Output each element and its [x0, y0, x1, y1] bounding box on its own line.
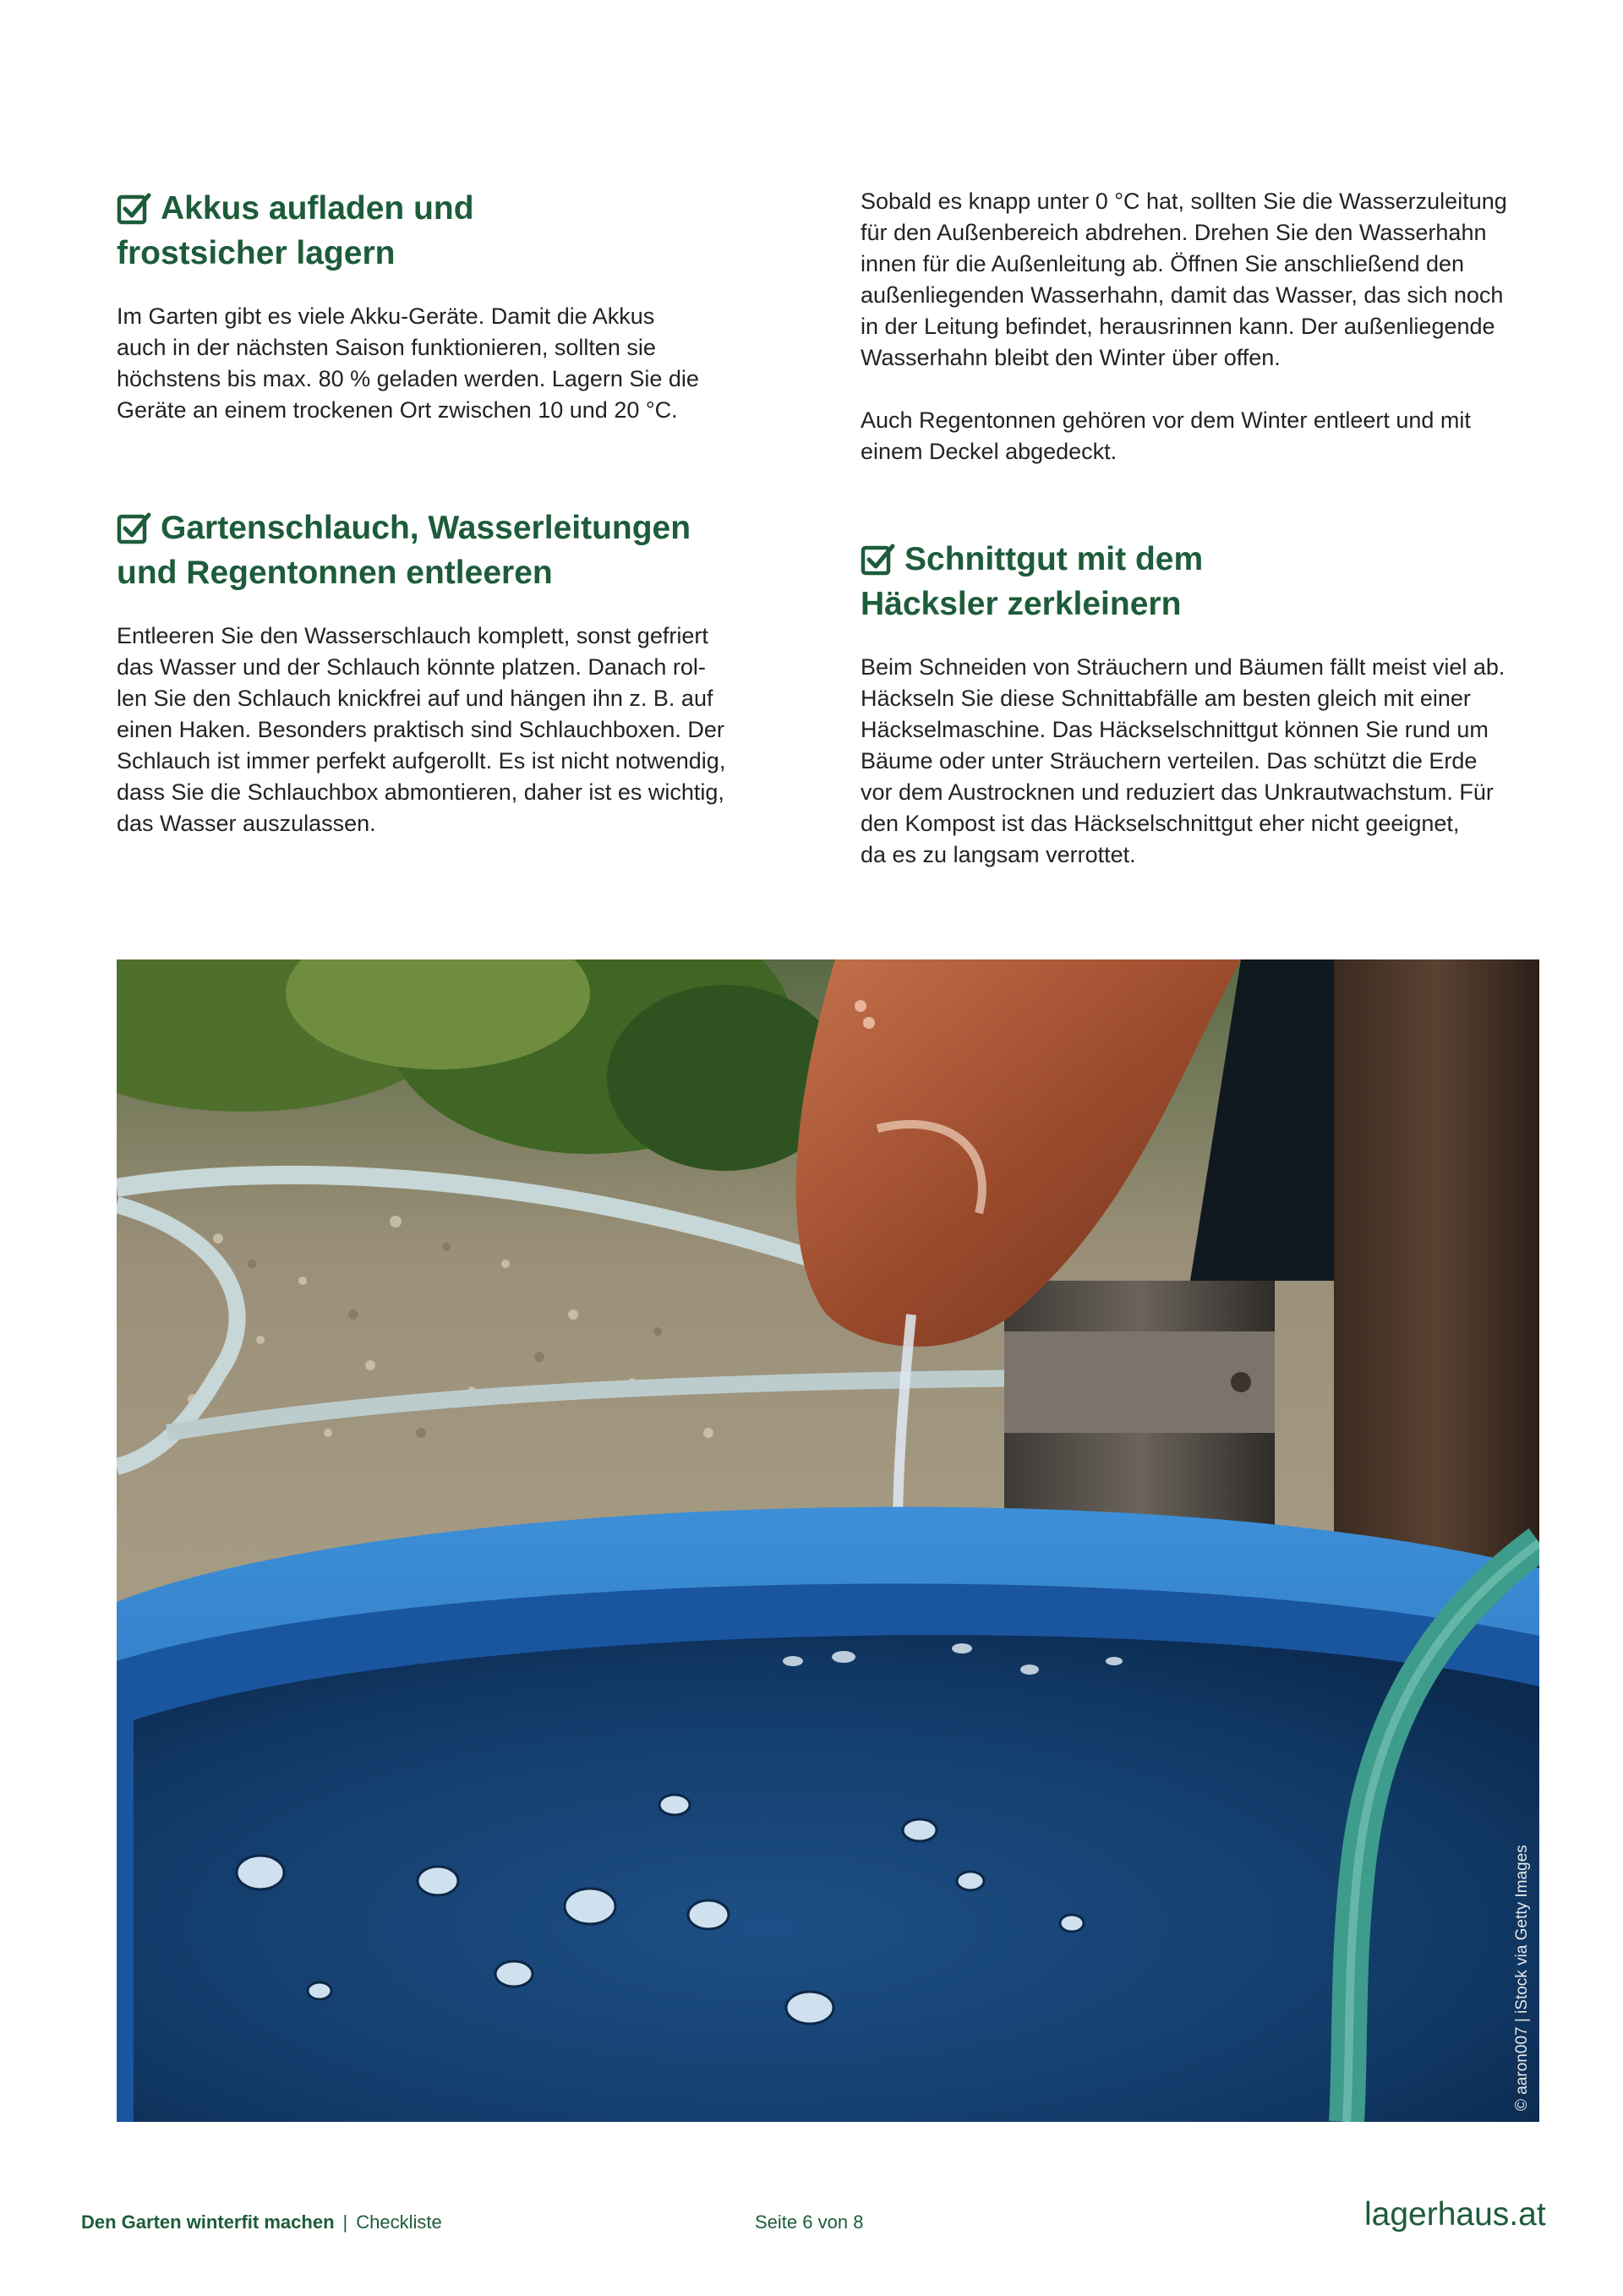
page-number: Seite 6 von 8	[755, 2211, 864, 2233]
section-heading	[117, 186, 759, 276]
body-text-regentonnen	[861, 405, 1554, 467]
section-heading	[861, 537, 1554, 626]
heading-line: Schnittgut mit dem	[904, 541, 1204, 577]
text-line: Sobald es knapp unter 0 °C hat, sollten Sie die Wasserzuleitung	[861, 189, 1507, 214]
text-line: Häckseln Sie diese Schnittabfälle am besten gleich mit einer	[861, 686, 1471, 711]
text-line: einen Haken. Besonders praktisch sind Schlauchboxen. Der	[117, 717, 724, 742]
heading-text	[117, 186, 474, 276]
checkbox-check-icon	[117, 511, 152, 546]
footer-title: Den Garten winterfit machen	[81, 2211, 335, 2233]
text-line: Schlauch ist immer perfekt aufgerollt. Es ist nicht notwendig,	[117, 748, 726, 774]
brand-logo: lagerhaus.at	[1364, 2196, 1546, 2233]
right-column	[861, 186, 1554, 871]
left-column	[117, 186, 759, 839]
text-line: Entleeren Sie den Wasserschlauch komplett, sonst gefriert	[117, 623, 708, 648]
body-text-wasserzuleitung	[861, 186, 1554, 374]
text-line: Auch Regentonnen gehören vor dem Winter entleert und mit	[861, 407, 1471, 433]
checkbox-check-icon	[861, 542, 896, 577]
text-line: innen für die Außenleitung ab. Öffnen Sie anschließend den	[861, 251, 1465, 276]
text-line: vor dem Austrocknen und reduziert das Unkrautwachstum. Für	[861, 779, 1494, 805]
text-line: höchstens bis max. 80 % geladen werden. Lagern Sie die	[117, 366, 699, 391]
text-line: Häckselmaschine. Das Häckselschnittgut können Sie rund um	[861, 717, 1489, 742]
section-heading	[117, 506, 759, 595]
heading-text	[117, 506, 691, 595]
text-line: Wasserhahn bleibt den Winter über offen.	[861, 345, 1281, 370]
section-gartenschlauch	[117, 506, 759, 839]
text-line: einem Deckel abgedeckt.	[861, 439, 1118, 464]
text-line: außenliegenden Wasserhahn, damit das Wasser, das sich noch	[861, 282, 1504, 308]
heading-line: Akkus aufladen und	[161, 190, 474, 227]
heading-line: Häcksler zerkleinern	[861, 586, 1182, 622]
text-line: das Wasser und der Schlauch könnte platzen. Danach rol-	[117, 654, 706, 680]
heading-text	[861, 537, 1204, 626]
heading-line: frostsicher lagern	[117, 235, 396, 271]
text-line: für den Außenbereich abdrehen. Drehen Sie den Wasserhahn	[861, 220, 1487, 245]
section-schnittgut	[861, 537, 1554, 871]
text-line: len Sie den Schlauch knickfrei auf und hängen ihn z. B. auf	[117, 686, 713, 711]
body-text	[117, 301, 759, 426]
footer-document-title	[81, 2211, 442, 2233]
text-line: das Wasser auszulassen.	[117, 811, 376, 836]
text-line: Beim Schneiden von Sträuchern und Bäumen fällt meist viel ab.	[861, 654, 1506, 680]
text-line: den Kompost ist das Häckselschnittgut eher nicht geeignet,	[861, 811, 1460, 836]
text-line: in der Leitung befindet, herausrinnen kann. Der außenliegende	[861, 314, 1495, 339]
section-akkus	[117, 186, 759, 426]
text-line: auch in der nächsten Saison funktionieren, sollten sie	[117, 335, 656, 360]
text-line: dass Sie die Schlauchbox abmontieren, daher ist es wichtig,	[117, 779, 724, 805]
text-line: Im Garten gibt es viele Akku-Geräte. Damit die Akkus	[117, 303, 655, 329]
body-text	[117, 620, 759, 839]
heading-line: und Regentonnen entleeren	[117, 555, 553, 591]
heading-line: Gartenschlauch, Wasserleitungen	[161, 510, 691, 546]
rain-barrel-illustration	[117, 959, 1539, 2122]
text-line: Bäume oder unter Sträuchern verteilen. Das schützt die Erde	[861, 748, 1478, 774]
text-line: da es zu langsam verrottet.	[861, 842, 1136, 867]
footer-subtitle: Checkliste	[356, 2211, 442, 2233]
body-text	[861, 652, 1554, 871]
checkbox-check-icon	[117, 191, 152, 227]
rain-barrel-photo	[117, 959, 1539, 2122]
text-line: Geräte an einem trockenen Ort zwischen 10 und 20 °C.	[117, 397, 678, 423]
footer-separator: |	[342, 2211, 348, 2233]
photo-credit: © aaron007 | iStock via Getty Images	[1513, 1845, 1531, 2111]
